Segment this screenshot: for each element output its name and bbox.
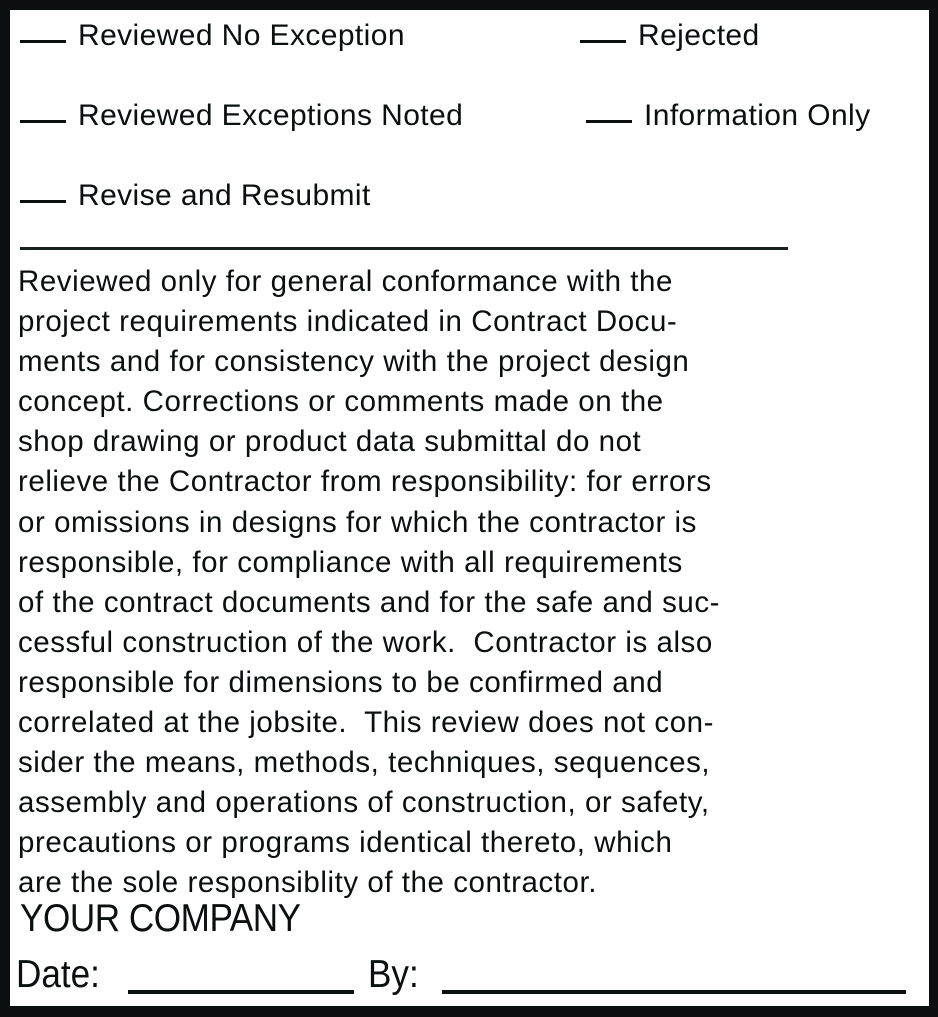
disclaimer-line: assembly and operations of construction, or safety, [18, 786, 710, 820]
option-label: Information Only [644, 99, 871, 132]
disclaimer-line: responsible for dimensions to be confirmed and [18, 665, 664, 699]
by-label: By: [368, 953, 419, 996]
option-label: Rejected [638, 19, 760, 52]
checkmark-blank-line[interactable] [580, 40, 626, 43]
disclaimer-line: or omissions in designs for which the contractor is [18, 505, 697, 539]
disclaimer-line: project requirements indicated in Contract Docu- [18, 305, 678, 339]
date-label: Date: [16, 953, 100, 996]
option-revise-and-resubmit[interactable] [20, 178, 371, 214]
disclaimer-line: correlated at the jobsite. This review does not con- [18, 706, 714, 740]
disclaimer-paragraph [18, 262, 918, 904]
disclaimer-line: cessful construction of the work. Contractor is also [18, 625, 713, 659]
date-field[interactable] [128, 990, 354, 994]
disclaimer-line: ments and for consistency with the project design [18, 345, 690, 379]
option-information-only[interactable] [586, 98, 871, 134]
disclaimer-line: relieve the Contractor from responsibility: for errors [18, 465, 712, 499]
company-name: YOUR COMPANY [20, 897, 301, 940]
disclaimer-line: shop drawing or product data submittal do not [18, 425, 642, 459]
checkmark-blank-line[interactable] [20, 40, 66, 43]
section-divider [20, 247, 788, 250]
option-reviewed-no-exception[interactable] [20, 18, 405, 54]
option-label: Reviewed Exceptions Noted [78, 99, 464, 132]
checkmark-blank-line[interactable] [586, 120, 632, 123]
option-rejected[interactable] [580, 18, 760, 54]
disclaimer-line: responsible, for compliance with all requirements [18, 545, 683, 579]
option-label: Reviewed No Exception [78, 19, 405, 52]
disclaimer-line: of the contract documents and for the safe and suc- [18, 585, 721, 619]
disclaimer-line: concept. Corrections or comments made on the [18, 385, 664, 419]
disclaimer-line: precautions or programs identical thereto, which [18, 826, 673, 860]
disclaimer-line: Reviewed only for general conformance with the [18, 265, 673, 298]
disclaimer-line: are the sole responsiblity of the contractor. [18, 866, 597, 900]
option-label: Revise and Resubmit [78, 179, 371, 212]
checkmark-blank-line[interactable] [20, 120, 66, 123]
checkmark-blank-line[interactable] [20, 200, 66, 203]
option-reviewed-exceptions-noted[interactable] [20, 98, 463, 134]
signature-field[interactable] [442, 990, 906, 994]
disclaimer-line: sider the means, methods, techniques, sequences, [18, 746, 711, 780]
